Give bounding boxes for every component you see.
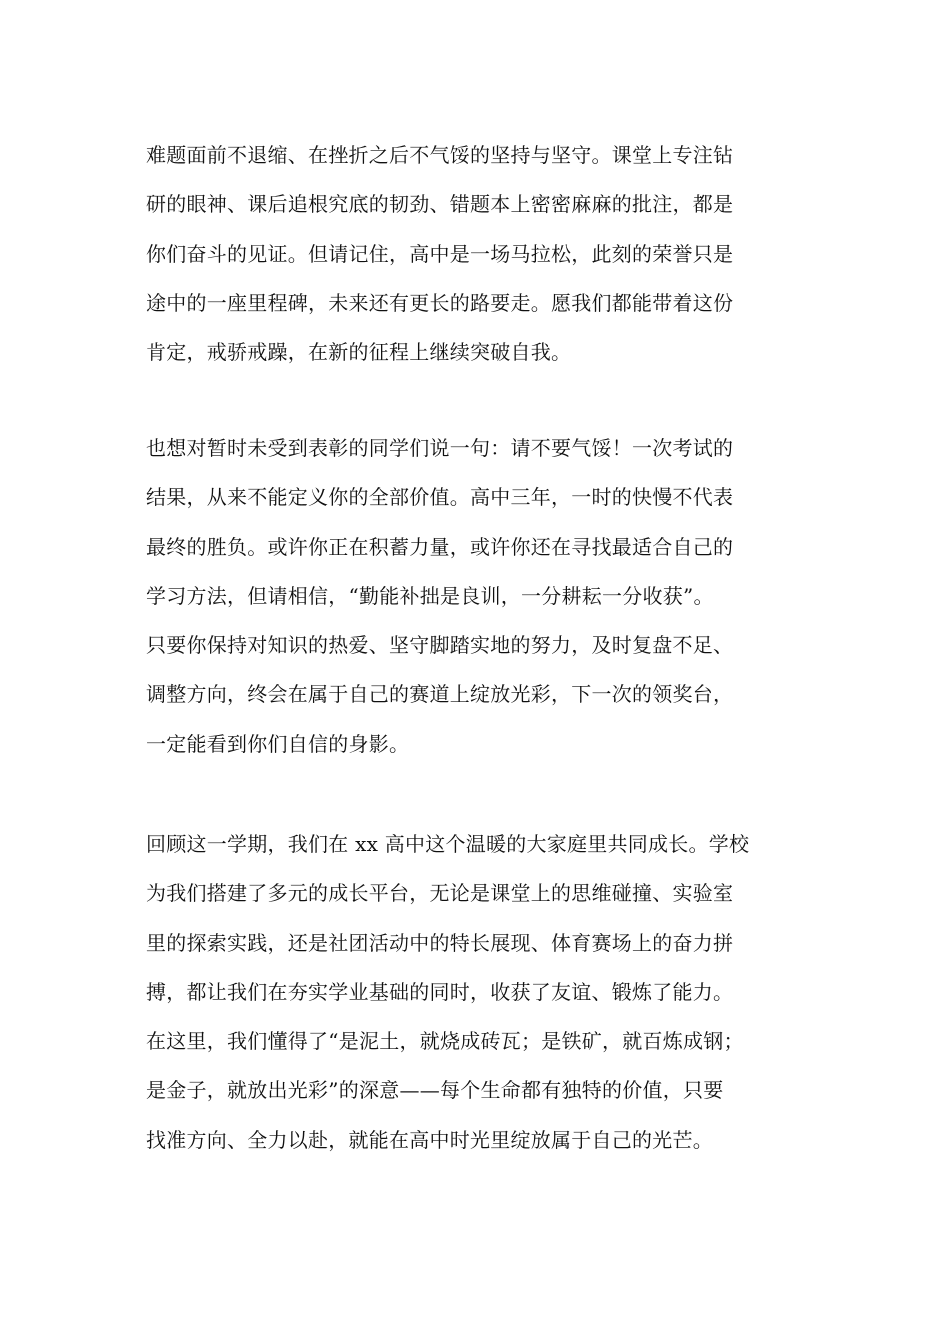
text-line: 搏，都让我们在夯实学业基础的同时，收获了友谊、锻炼了能力。 [146, 979, 734, 1004]
text-line: 难题面前不退缩、在挫折之后不气馁的坚持与坚守。课堂上专注钻 [146, 143, 734, 167]
text-line: 肯定，戒骄戒躁，在新的征程上继续突破自我。 [146, 340, 572, 365]
text-line: 研的眼神、课后追根究底的韧劲、错题本上密密麻麻的批注，都是 [146, 192, 734, 217]
text-line: 回顾这一学期，我们在 xx 高中这个温暖的大家庭里共同成长。学校 [146, 832, 750, 856]
text-line: 调整方向，终会在属于自己的赛道上绽放光彩，下一次的领奖台， [146, 682, 734, 707]
text-line: 最终的胜负。或许你正在积蓄力量，或许你还在寻找最适合自己的 [146, 534, 734, 559]
paragraph-3 [146, 820, 816, 1165]
text-line: 是金子，就放出光彩”的深意——每个生命都有独特的价值，只要 [146, 1078, 724, 1103]
text-line: 也想对暂时未受到表彰的同学们说一句：请不要气馁！一次考试的 [146, 436, 734, 460]
text-line: 一定能看到你们自信的身影。 [146, 731, 410, 756]
text-line: 你们奋斗的见证。但请记住，高中是一场马拉松，此刻的荣誉只是 [146, 241, 734, 266]
text-line: 为我们搭建了多元的成长平台，无论是课堂上的思维碰撞、实验室 [146, 881, 734, 906]
text-line: 找准方向、全力以赴，就能在高中时光里绽放属于自己的光芒。 [146, 1127, 713, 1152]
paragraph-1 [146, 131, 816, 377]
paragraph-2 [146, 424, 816, 769]
text-line: 学习方法，但请相信，“勤能补拙是良训，一分耕耘一分收获”。 [146, 583, 714, 608]
text-line: 只要你保持对知识的热爱、坚守脚踏实地的努力，及时复盘不足、 [146, 633, 734, 658]
text-line: 途中的一座里程碑，未来还有更长的路要走。愿我们都能带着这份 [146, 290, 734, 315]
text-line: 里的探索实践，还是社团活动中的特长展现、体育赛场上的奋力拼 [146, 930, 734, 955]
text-line: 在这里，我们懂得了“是泥土，就烧成砖瓦；是铁矿，就百炼成钢； [146, 1029, 744, 1054]
text-line: 结果，从来不能定义你的全部价值。高中三年，一时的快慢不代表 [146, 485, 734, 510]
